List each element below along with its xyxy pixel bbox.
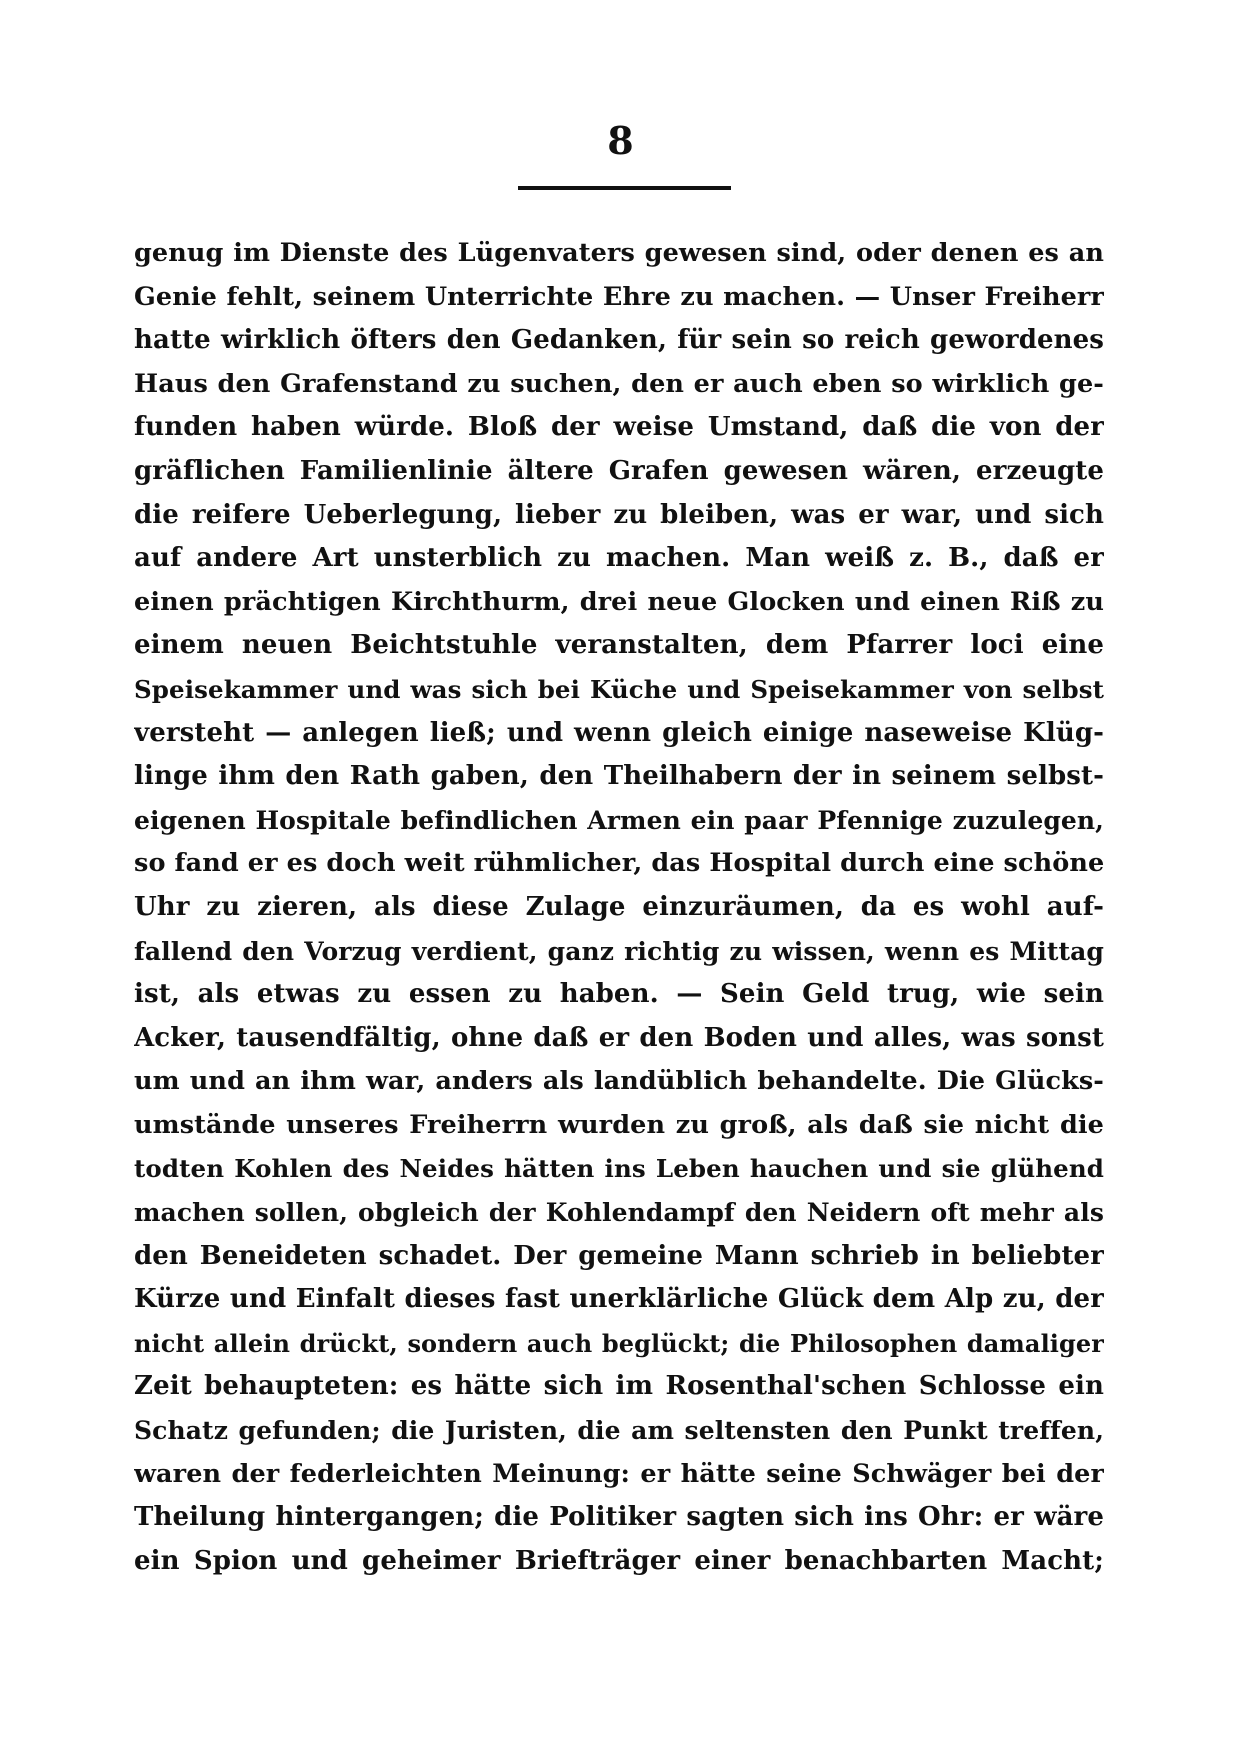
- text-line: genug im Dienste des Lügenvaters gewesen sind, oder denen es an: [134, 238, 1104, 268]
- text-line: linge ihm den Rath gaben, den Theilhabern der in seinem selbst-: [134, 761, 1104, 792]
- text-line: Schatz gefunden; die Juristen, die am seltensten den Punkt treffen,: [134, 1416, 1104, 1446]
- text-line: einem neuen Beichtstuhle veranstalten, dem Pfarrer loci eine: [134, 630, 1104, 661]
- text-line: nicht allein drückt, sondern auch beglückt; die Philosophen damaliger: [134, 1328, 1104, 1358]
- text-line: die reifere Ueberlegung, lieber zu bleiben, was er war, und sich: [134, 499, 1104, 530]
- text-line: Zeit behaupteten: es hätte sich im Rosenthal'schen Schlosse ein: [134, 1371, 1104, 1402]
- body-text: [134, 232, 1104, 1583]
- text-line: Acker, tausendfältig, ohne daß er den Boden und alles, was sonst: [134, 1022, 1104, 1053]
- text-line: Haus den Grafenstand zu suchen, den er auch eben so wirklich ge-: [134, 368, 1104, 399]
- text-line: auf andere Art unsterblich zu machen. Man weiß z. B., daß er: [134, 543, 1104, 574]
- text-line: einen prächtigen Kirchthurm, drei neue Glocken und einen Riß zu: [134, 586, 1104, 617]
- text-line: gräflichen Familienlinie ältere Grafen gewesen wären, erzeugte: [134, 455, 1104, 486]
- text-line: hatte wirklich öfters den Gedanken, für sein so reich gewordenes: [134, 325, 1104, 356]
- text-line: Kürze und Einfalt dieses fast unerklärliche Glück dem Alp zu, der: [134, 1284, 1104, 1315]
- text-line: machen sollen, obgleich der Kohlendampf den Neidern oft mehr als: [134, 1198, 1104, 1228]
- text-line: Genie fehlt, seinem Unterrichte Ehre zu machen. — Unser Freiherr: [134, 281, 1104, 312]
- text-line: so fand er es doch weit rühmlicher, das Hospital durch eine schöne: [134, 848, 1104, 879]
- text-line: um und an ihm war, anders als landüblich behandelte. Die Glücks-: [134, 1066, 1104, 1097]
- text-line: Theilung hintergangen; die Politiker sagten sich ins Ohr: er wäre: [134, 1502, 1104, 1533]
- text-line: ein Spion und geheimer Briefträger einer benachbarten Macht;: [134, 1545, 1104, 1576]
- text-line: waren der federleichten Meinung: er hätte seine Schwäger bei der: [134, 1458, 1104, 1489]
- text-line: versteht — anlegen ließ; und wenn gleich einige naseweise Klüg-: [134, 717, 1104, 748]
- page-number: 8: [607, 118, 634, 163]
- text-line: Uhr zu zieren, als diese Zulage einzuräumen, da es wohl auf-: [134, 891, 1104, 922]
- text-line: funden haben würde. Bloß der weise Umstand, daß die von der: [134, 412, 1104, 443]
- text-line: Speisekammer und was sich bei Küche und Speisekammer von selbst: [134, 674, 1104, 704]
- text-line: ist, als etwas zu essen zu haben. — Sein Geld trug, wie sein: [134, 979, 1104, 1010]
- header-rule: [518, 186, 731, 190]
- text-line: den Beneideten schadet. Der gemeine Mann schrieb in beliebter: [134, 1240, 1104, 1271]
- text-line: fallend den Vorzug verdient, ganz richtig zu wissen, wenn es Mittag: [134, 936, 1104, 966]
- text-line: eigenen Hospitale befindlichen Armen ein paar Pfennige zuzulegen,: [134, 805, 1104, 835]
- text-line: todten Kohlen des Neides hätten ins Leben hauchen und sie glühend: [134, 1154, 1104, 1184]
- text-line: umstände unseres Freiherrn wurden zu groß, als daß sie nicht die: [134, 1109, 1104, 1140]
